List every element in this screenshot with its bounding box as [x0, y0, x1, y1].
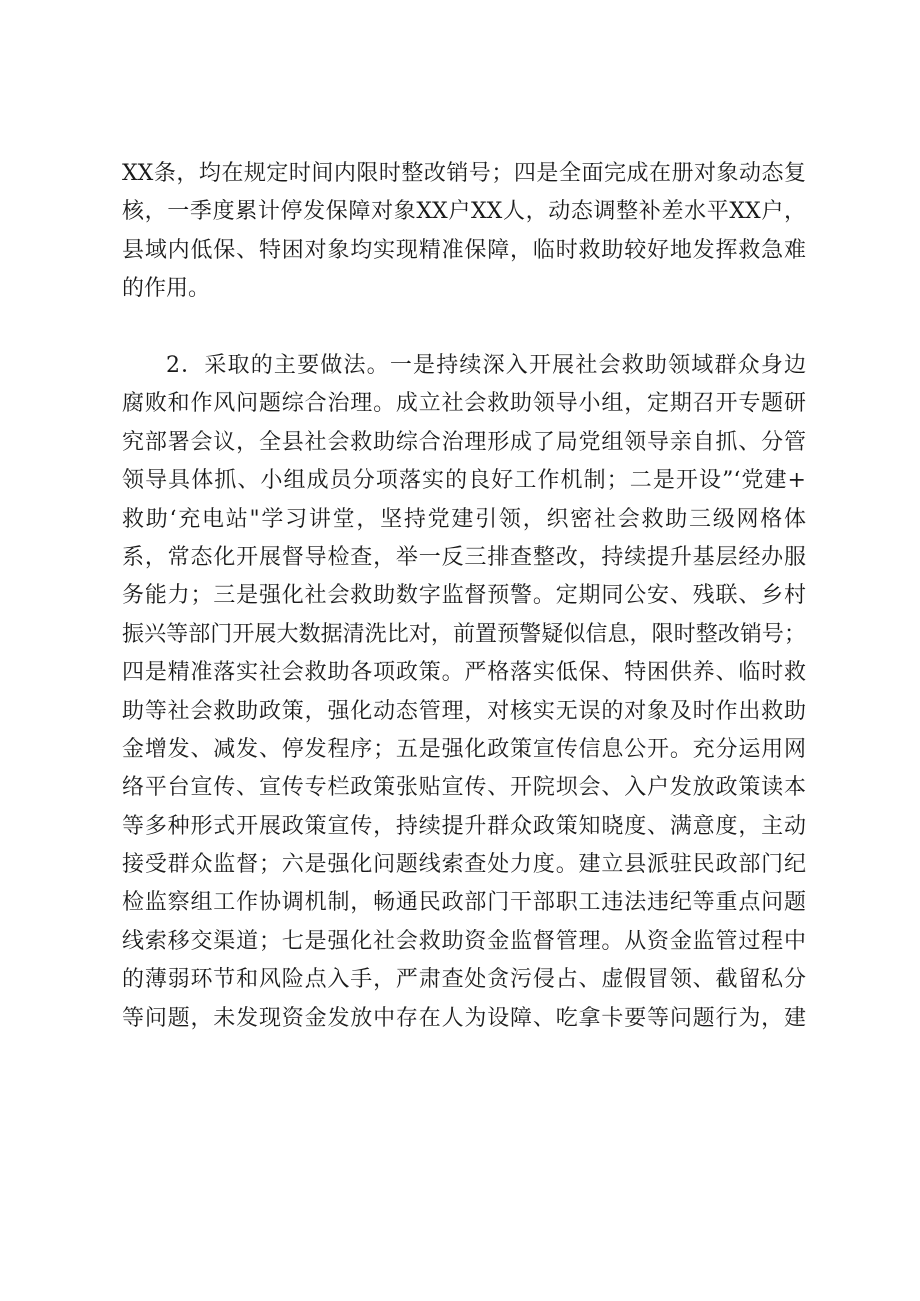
paragraph-line: 接受群众监督；六是强化问题线索查处力度。建立县派驻民政部门纪 — [122, 852, 806, 878]
paragraph-line: 四是精准落实社会救助各项政策。严格落实低保、特困供养、临时救 — [122, 660, 806, 686]
paragraph-line: 络平台宣传、宣传专栏政策张贴宣传、开院坝会、入户发放政策读本 — [122, 775, 806, 801]
paragraph-line: 振兴等部门开展大数据清洗比对，前置预警疑似信息，限时整改销号； — [122, 621, 806, 647]
paragraph-line: 线索移交渠道；七是强化社会救助资金监督管理。从资金监管过程中 — [122, 928, 806, 954]
paragraph-line: 助等社会救助政策，强化动态管理，对核实无误的对象及时作出救助 — [122, 698, 806, 724]
paragraph-line: 检监察组工作协调机制，畅通民政部门干部职工违法违纪等重点问题 — [122, 890, 806, 916]
paragraph-line: 县域内低保、特困对象均实现精准保障，临时救助较好地发挥救急难 — [122, 237, 806, 263]
paragraph-line: 系，常态化开展督导检查，举一反三排查整改，持续提升基层经办服 — [122, 544, 806, 570]
paragraph-line: 腐败和作风问题综合治理。成立社会救助领导小组，定期召开专题研 — [122, 391, 806, 417]
paragraph-1 — [122, 155, 806, 309]
paragraph-line: 2．采取的主要做法。一是持续深入开展社会救助领域群众身边 — [166, 353, 806, 378]
paragraph-line: XX条，均在规定时间内限时整改销号；四是全面完成在册对象动态复 — [122, 161, 806, 186]
paragraph-line: 领导具体抓、小组成员分项落实的良好工作机制；二是开设”‘党建+ — [122, 468, 806, 494]
paragraph-line: 的作用。 — [122, 276, 211, 302]
paragraph-line: 等问题，未发现资金发放中存在人为设障、吃拿卡要等问题行为，建 — [122, 1005, 806, 1031]
paragraph-line: 务能力；三是强化社会救助数字监督预警。定期同公安、残联、乡村 — [122, 583, 806, 609]
paragraph-line: 究部署会议，全县社会救助综合治理形成了局党组领导亲自抓、分管 — [122, 429, 806, 455]
paragraph-line: 救助‘充电站"学习讲堂，坚持党建引领，织密社会救助三级网格体 — [122, 506, 806, 532]
paragraph-line: 核，一季度累计停发保障对象XX户XX人，动态调整补差水平XX户， — [122, 199, 806, 225]
paragraph-line: 的薄弱环节和风险点入手，严肃查处贪污侵占、虚假冒领、截留私分 — [122, 967, 806, 993]
paragraph-2 — [122, 347, 806, 1038]
paragraph-line: 等多种形式开展政策宣传，持续提升群众政策知晓度、满意度，主动 — [122, 813, 806, 839]
paragraph-line: 金增发、减发、停发程序；五是强化政策宣传信息公开。充分运用网 — [122, 736, 806, 762]
